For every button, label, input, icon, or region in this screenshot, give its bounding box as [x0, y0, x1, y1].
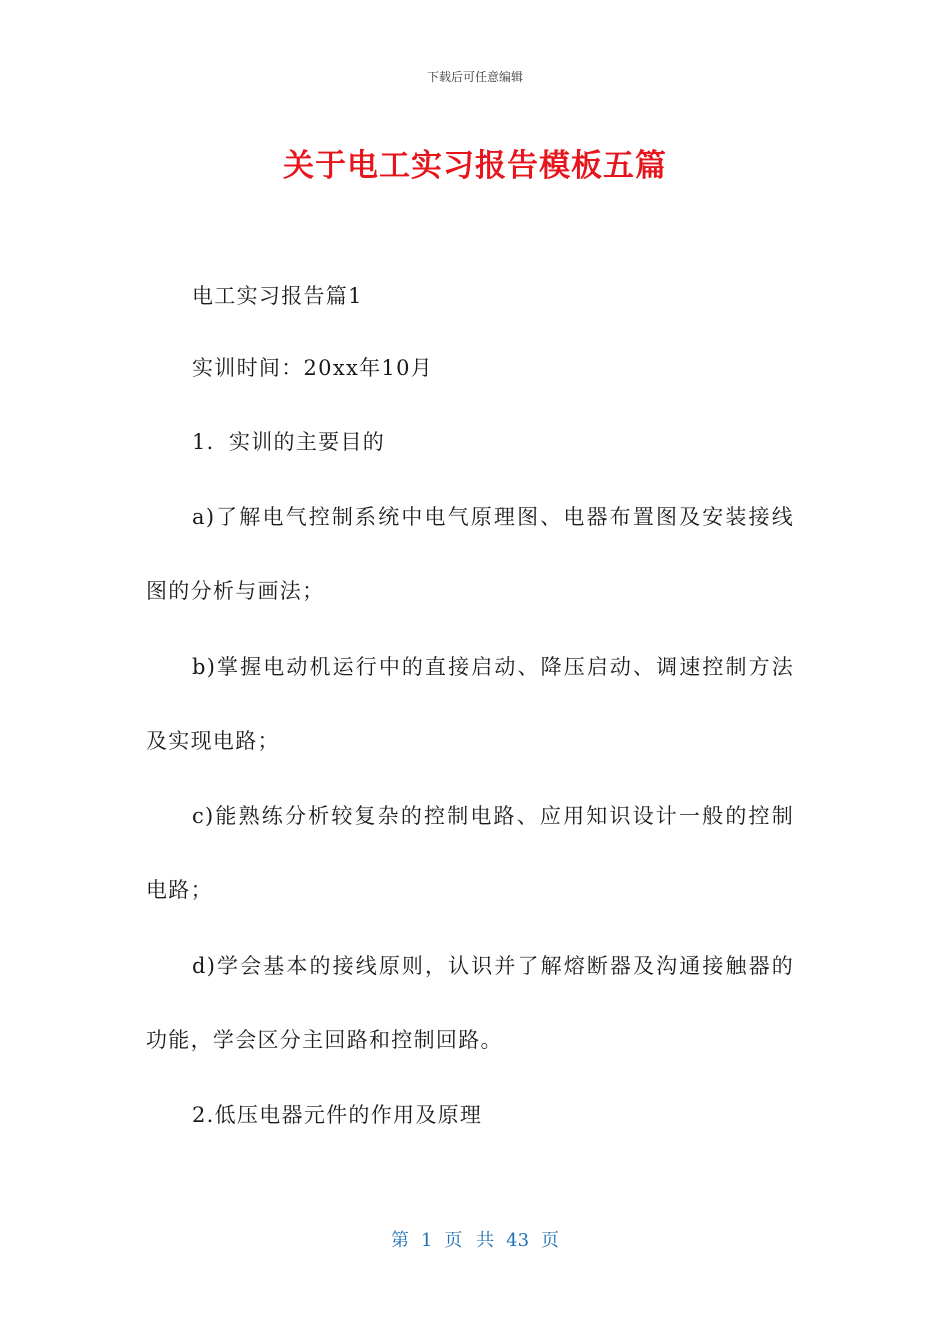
paragraph-item-a: a)了解电气控制系统中电气原理图、电器布置图及安装接线图的分析与画法；	[146, 505, 794, 603]
footer-current-page: 1	[420, 1230, 433, 1251]
paragraph-item-d: d)学会基本的接线原则，认识并了解熔断器及沟通接触器的功能，学会区分主回路和控制回路。	[146, 954, 794, 1052]
paragraph-section-heading: 电工实习报告篇1	[192, 284, 363, 308]
paragraph-purpose-heading: 1．实训的主要目的	[192, 430, 386, 454]
paragraph-item-b: b)掌握电动机运行中的直接启动、降压启动、调速控制方法及实现电路；	[146, 655, 794, 753]
document-title: 关于电工实习报告模板五篇	[283, 148, 667, 184]
paragraph-item-c: c)能熟练分析较复杂的控制电路、应用知识设计一般的控制电路；	[146, 804, 794, 902]
paragraph-components-heading: 2.低压电器元件的作用及原理	[192, 1103, 483, 1127]
page-footer	[0, 1226, 950, 1252]
footer-suffix: 页	[541, 1230, 560, 1251]
header-note: 下载后可任意编辑	[426, 70, 523, 84]
footer-total-pages: 43	[506, 1230, 530, 1251]
footer-prefix: 第	[390, 1230, 409, 1251]
paragraph-training-time: 实训时间：20xx年10月	[192, 356, 434, 380]
footer-mid: 页 共	[444, 1230, 495, 1251]
